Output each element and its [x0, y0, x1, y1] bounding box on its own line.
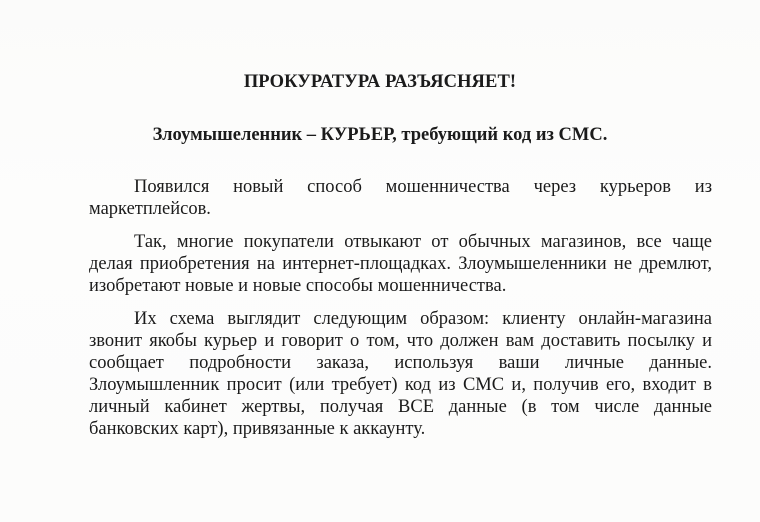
- paragraph-3: Их схема выглядит следующим образом: клиенту онлайн-магазина звонит якобы курьер и говорит о том, что должен вам доставить посылку и сообщает подробности заказа, используя ваши личные данные. Злоумышленник просит (или требует) код из СМС и, получив его, входит в личный кабинет жертвы, получая ВСЕ данные (в том числе данные банковских карт), привязанные к аккаунту.: [89, 309, 712, 439]
- document-subtitle: Злоумышеленник – КУРЬЕР, требующий код из СМС.: [152, 125, 608, 145]
- paragraph-2: Так, многие покупатели отвыкают от обычных магазинов, все чаще делая приобретения на интернет-площадках. Злоумышеленники не дремлют, изобретают новые и новые способы мошенничества.: [89, 232, 712, 296]
- document-title: ПРОКУРАТУРА РАЗЪЯСНЯЕТ!: [243, 72, 517, 92]
- paragraph-1: Появился новый способ мошенничества через курьеров из маркетплейсов.: [89, 177, 712, 219]
